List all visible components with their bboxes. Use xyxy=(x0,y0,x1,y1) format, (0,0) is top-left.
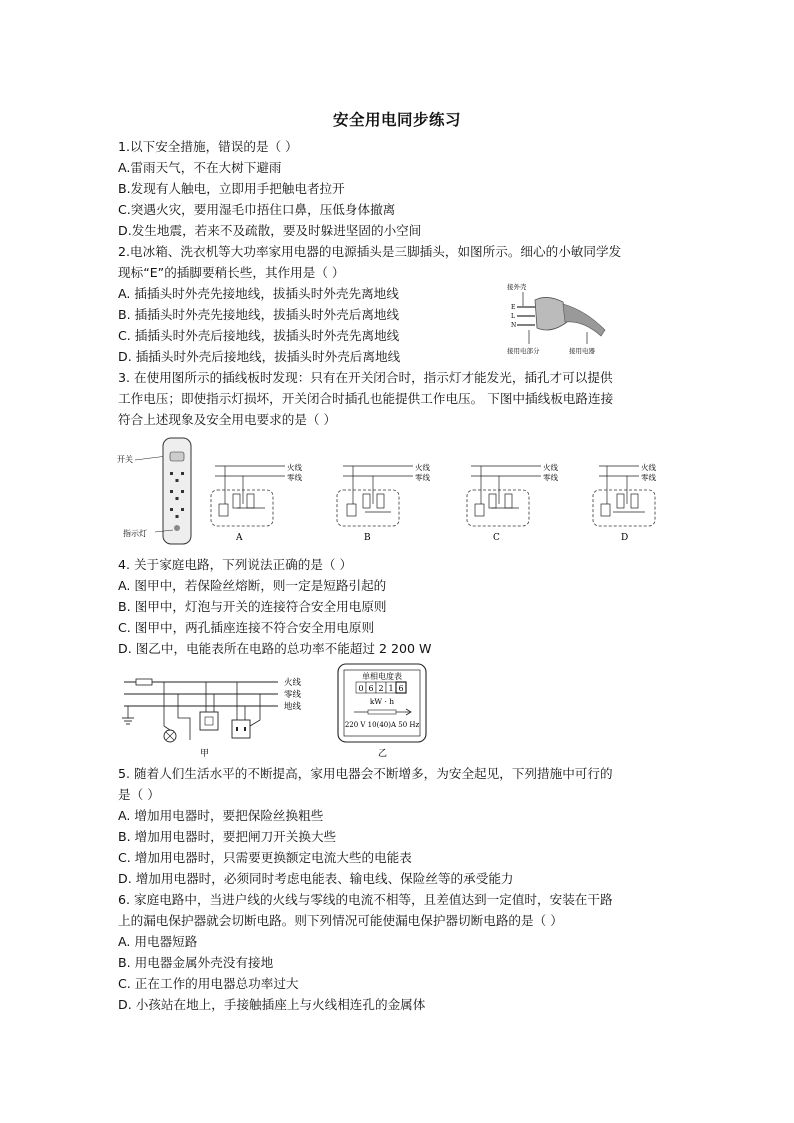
plug-figure xyxy=(505,282,625,358)
question-3-stem-cont: 工作电压；即使指示灯损坏，开关闭合时插孔也能提供工作电压。 下图中插线板电路连接 xyxy=(118,391,614,406)
option-a-label: A xyxy=(236,533,243,543)
option-a-neutral-label: 零线 xyxy=(287,473,302,482)
plug-pin-l-label: L xyxy=(511,313,515,320)
question-5-stem: 5. 随着人们生活水平的不断提高，家用电器会不断增多，为安全起见，下列措施中可行的 xyxy=(118,766,613,781)
question-6-option-c: C. 正在工作的用电器总功率过大 xyxy=(118,976,299,991)
meter-digit-5: 6 xyxy=(398,684,404,693)
option-d-label: D xyxy=(621,533,629,543)
strip-option-a xyxy=(211,462,302,543)
plug-label-device-side: 接用电器 xyxy=(569,347,595,355)
question-1-stem: 1.以下安全措施，错误的是（ ） xyxy=(118,139,298,154)
question-4-option-c: C. 图甲中，两孔插座连接不符合安全用电原则 xyxy=(118,620,375,635)
plug-body xyxy=(535,297,567,330)
meter-digit-3: 2 xyxy=(378,684,384,693)
option-a-live-label: 火线 xyxy=(287,463,302,472)
question-2-stem-cont: 现标“E”的插脚要稍长些，其作用是（ ） xyxy=(118,265,345,280)
circuit-jia xyxy=(122,677,302,759)
option-c-neutral-label: 零线 xyxy=(543,473,558,482)
question-5-option-b: B. 增加用电器时，要把闸刀开关换大些 xyxy=(118,829,337,844)
circuit-neutral-label: 零线 xyxy=(284,690,302,700)
option-d-neutral-label: 零线 xyxy=(641,473,656,482)
option-b-live-label: 火线 xyxy=(415,463,430,472)
question-5-option-d: D. 增加用电器时，必须同时考虑电能表、输电线、保险丝等的承受能力 xyxy=(118,871,514,886)
question-3-stem: 3. 在使用图所示的插线板时发现：只有在开关闭合时，指示灯才能发光，插孔才可以提供 xyxy=(118,370,613,385)
question-6-option-b: B. 用电器金属外壳没有接地 xyxy=(118,955,274,970)
question-6-stem-cont: 上的漏电保护器就会切断电路。则下列情况可能使漏电保护器切断电路的是（ ） xyxy=(118,913,563,928)
circuit-ground-label: 地线 xyxy=(284,702,302,712)
question-6-option-d: D. 小孩站在地上，手接触插座上与火线相连孔的金属体 xyxy=(118,997,426,1012)
question-1-option-d: D.发生地震，若来不及疏散，要及时躲进坚固的小空间 xyxy=(118,223,422,238)
question-5-stem-cont: 是（ ） xyxy=(118,787,160,802)
circuit-two-hole-socket xyxy=(232,720,250,738)
meter-digit-2: 6 xyxy=(368,684,374,693)
power-strip-figure xyxy=(115,432,675,548)
circuit-yi-label: 乙 xyxy=(378,749,388,759)
meter-digit-1: 0 xyxy=(358,684,364,693)
meter-digit-4: 1 xyxy=(388,684,394,693)
meter-digits xyxy=(356,682,406,693)
question-5-option-c: C. 增加用电器时，只需要更换额定电流大些的电能表 xyxy=(118,850,412,865)
question-5-option-a: A. 增加用电器时，要把保险丝换粗些 xyxy=(118,808,324,823)
strip-option-c xyxy=(467,462,558,543)
plug-label-outer-shell: 接外壳 xyxy=(507,283,527,291)
question-4-option-d: D. 图乙中，电能表所在电路的总功率不能超过 2 200 W xyxy=(118,641,432,656)
meter-spec: 220 V 10(40)A 50 Hz xyxy=(344,721,420,729)
option-d-live-label: 火线 xyxy=(641,463,656,472)
strip-option-b xyxy=(337,462,430,543)
question-2-option-b: B. 插插头时外壳先接地线，拔插头时外壳后离地线 xyxy=(118,307,400,322)
question-2-option-a: A. 插插头时外壳先接地线，拔插头时外壳先离地线 xyxy=(118,286,399,301)
circuit-fuse xyxy=(136,679,152,685)
question-1-option-c: C.突遇火灾，要用湿毛巾捂住口鼻，压低身体撤离 xyxy=(118,202,396,217)
question-1-option-b: B.发现有人触电，立即用手把触电者拉开 xyxy=(118,181,345,196)
circuit-yi-meter xyxy=(338,664,426,759)
meter-title: 单相电度表 xyxy=(362,672,402,681)
question-6-stem: 6. 家庭电路中，当进户线的火线与零线的电流不相等，且差值达到一定值时，安装在干路 xyxy=(118,892,613,907)
strip-option-d xyxy=(593,462,656,543)
plug-pin-n-label: N xyxy=(511,322,517,329)
circuit-switch-box xyxy=(200,712,218,730)
option-b-label: B xyxy=(364,533,371,543)
question-2-option-c: C. 插插头时外壳后接地线，拔插头时外壳先离地线 xyxy=(118,328,400,343)
option-c-live-label: 火线 xyxy=(543,463,558,472)
question-2-option-d: D. 插插头时外壳后接地线，拔插头时外壳后离地线 xyxy=(118,349,401,364)
plug-label-plug-side: 接用电部分 xyxy=(507,347,540,355)
question-2-stem: 2.电冰箱、洗衣机等大功率家用电器的电源插头是三脚插头，如图所示。细心的小敏同学发 xyxy=(118,244,622,259)
strip-indicator-label: 指示灯 xyxy=(123,529,147,538)
option-c-label: C xyxy=(493,533,500,543)
question-4-stem: 4. 关于家庭电路，下列说法正确的是（ ） xyxy=(118,557,353,572)
question-1-option-a: A.雷雨天气，不在大树下避雨 xyxy=(118,160,282,175)
page-title: 安全用电同步练习 xyxy=(332,111,461,129)
plug-pin-e-label: E xyxy=(511,304,516,311)
plug-cable xyxy=(563,304,605,336)
meter-unit: kW · h xyxy=(369,697,395,706)
household-circuit-figure xyxy=(118,660,468,760)
question-4-option-b: B. 图甲中，灯泡与开关的连接符合安全用电原则 xyxy=(118,599,387,614)
question-4-option-a: A. 图甲中，若保险丝熔断，则一定是短路引起的 xyxy=(118,578,387,593)
strip-switch-label: 开关 xyxy=(117,455,133,464)
strip-switch-pointer xyxy=(135,456,167,460)
circuit-live-label: 火线 xyxy=(284,678,302,688)
strip-switch xyxy=(170,452,184,461)
option-b-neutral-label: 零线 xyxy=(415,473,430,482)
question-3-stem-end: 符合上述现象及安全用电要求的是（ ） xyxy=(118,412,337,427)
strip-indicator-lamp xyxy=(174,525,180,531)
question-6-option-a: A. 用电器短路 xyxy=(118,934,198,949)
circuit-jia-label: 甲 xyxy=(200,749,210,759)
